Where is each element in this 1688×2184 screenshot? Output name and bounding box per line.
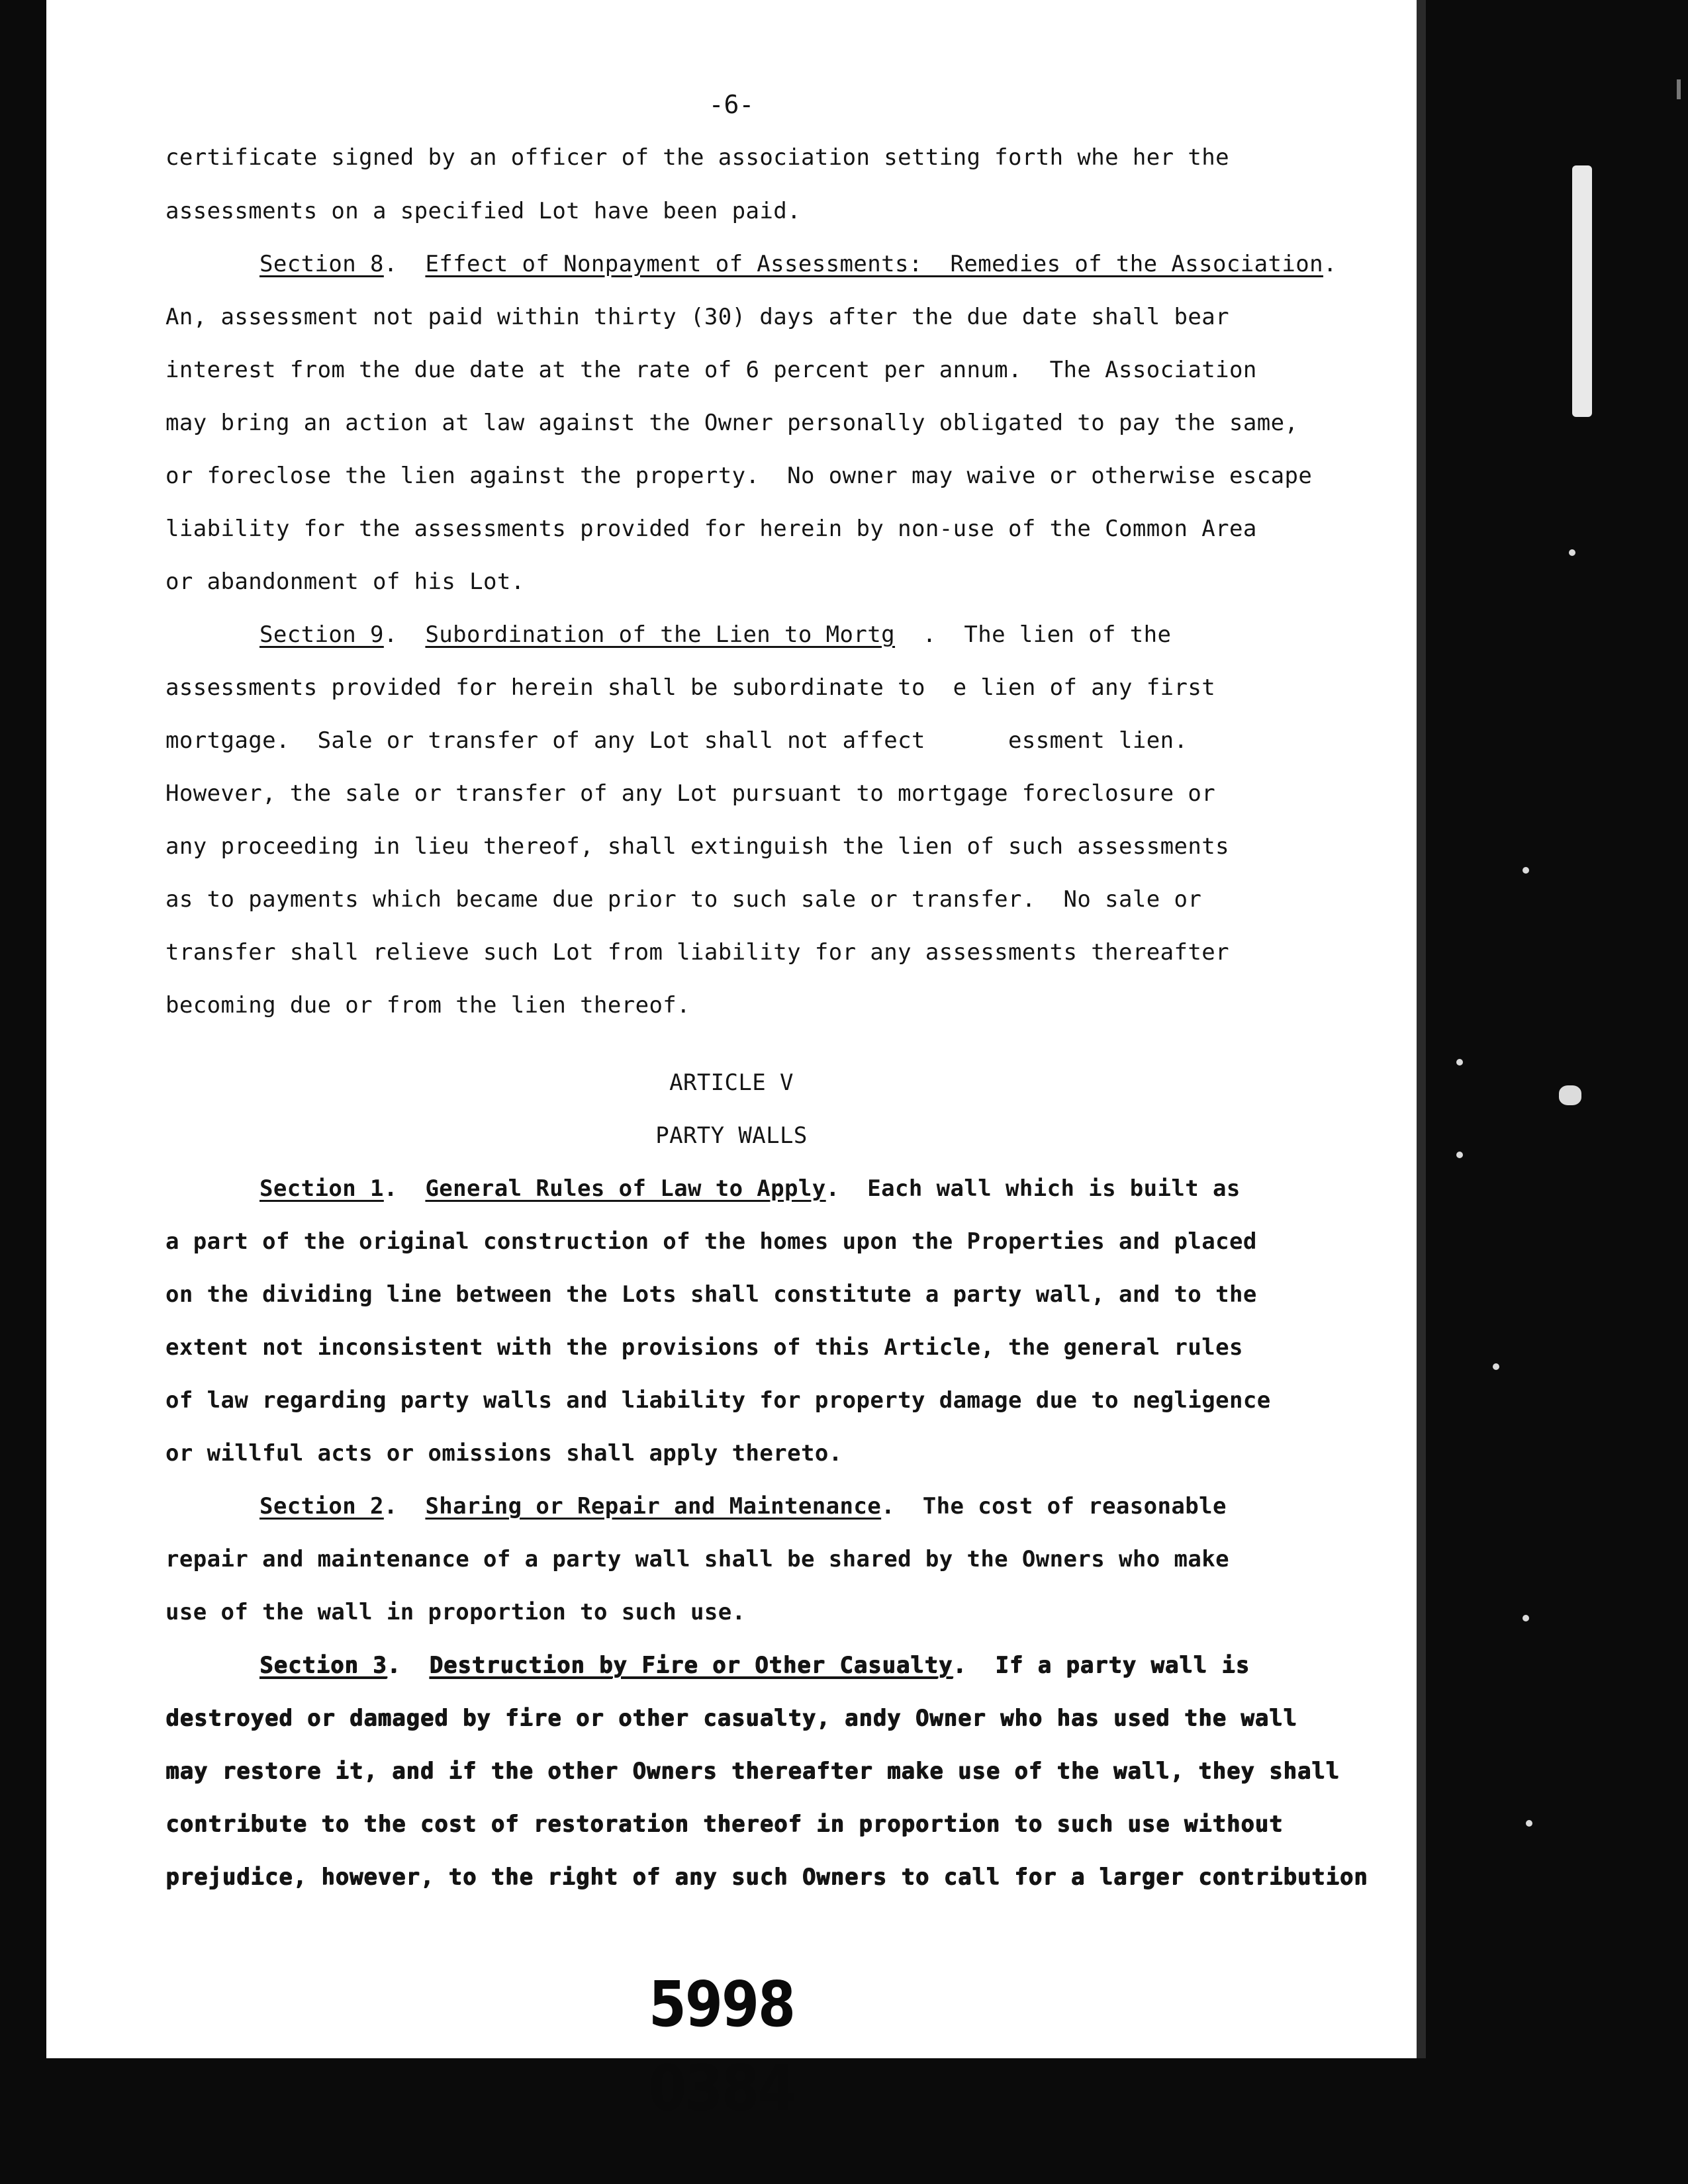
scan-border-left [0,0,46,2184]
text-line: However, the sale or transfer of any Lot pursuant to mortgage foreclosure or [165,780,1216,807]
text-line: or foreclose the lien against the property. No owner may waive or otherwise escape [165,463,1313,489]
section-number: Section 3 [259,1652,387,1678]
article-5-section-1-heading [259,1173,1385,1204]
text-line: repair and maintenance of a party wall shall be shared by the Owners who make [165,1546,1229,1572]
text-line: mortgage. Sale or transfer of any Lot shall not affect essment lien. [165,727,1188,754]
section-8-heading [259,249,1385,279]
scan-speck [1456,1152,1463,1158]
section-title: Sharing or Repair and Maintenance [425,1493,882,1520]
page-number: -6- [708,90,755,119]
margin-mark [1677,79,1681,99]
section-lead: . The cost of reasonable [881,1493,1227,1520]
article-subtitle: PARTY WALLS [655,1122,808,1149]
section-title: Subordination of the Lien to Mortg [425,621,896,648]
text-line: extent not inconsistent with the provisions of this Article, the general rules [165,1334,1243,1361]
text-line: of law regarding party walls and liability for property damage due to negligence [165,1387,1271,1414]
section-title: General Rules of Law to Apply [425,1175,826,1202]
section-separator: . [383,1493,426,1520]
scan-speck [1569,549,1575,556]
text-line: contribute to the cost of restoration thereof in proportion to such use without [165,1811,1284,1837]
section-separator: . [387,1652,430,1678]
section-separator: . [383,621,426,648]
article-5-section-3-heading [259,1650,1385,1680]
scan-speck [1523,867,1529,874]
scan-speck [1456,1059,1463,1066]
text-line: certificate signed by an officer of the association setting forth whe her the [165,144,1229,171]
section-number: Section 1 [259,1175,384,1202]
text-line: any proceeding in lieu thereof, shall extinguish the lien of such assessments [165,833,1229,860]
text-line: assessments provided for herein shall be subordinate to e lien of any first [165,674,1216,701]
section-title: Destruction by Fire or Other Casualty [429,1652,953,1678]
section-separator: . [383,1175,426,1202]
article-5-section-2-heading [259,1491,1385,1522]
text-line: or abandonment of his Lot. [165,569,525,595]
text-line: a part of the original construction of the homes upon the Properties and placed [165,1228,1257,1255]
scan-speck [1493,1363,1499,1370]
binder-clip [1572,165,1592,417]
text-line: interest from the due date at the rate of 6 percent per annum. The Association [165,357,1257,383]
section-separator: . [383,251,426,277]
section-lead: . If a party wall is [953,1652,1250,1678]
text-line: assessments on a specified Lot have been paid. [165,198,802,224]
text-line: as to payments which became due prior to such sale or transfer. No sale or [165,886,1202,913]
text-line: on the dividing line between the Lots shall constitute a party wall, and to the [165,1281,1257,1308]
section-number: Section 8 [259,251,384,277]
scan-speck [1559,1085,1581,1105]
scan-edge-strip [1417,0,1426,2184]
section-lead: . Each wall which is built as [825,1175,1241,1202]
section-number: Section 2 [259,1493,384,1520]
section-lead: . [1323,251,1337,277]
text-line: may bring an action at law against the Owner personally obligated to pay the same, [165,410,1299,436]
text-line: use of the wall in proportion to such use. [165,1599,746,1625]
text-line: liability for the assessments provided for herein by non-use of the Common Area [165,516,1257,542]
text-line: or willful acts or omissions shall apply thereto. [165,1440,843,1467]
text-line: prejudice, however, to the right of any such Owners to call for a larger contribution [165,1864,1368,1890]
scan-speck [1526,1820,1532,1827]
text-line: becoming due or from the lien thereof. [165,992,691,1019]
section-lead: . The lien of the [895,621,1172,648]
text-line: transfer shall relieve such Lot from liability for any assessments thereafter [165,939,1229,966]
scan-border-right [1417,0,1688,2184]
recording-stamp: 5998 0384 [648,1968,795,2125]
article-title: ARTICLE V [669,1069,794,1096]
section-9-heading [259,619,1385,650]
text-line: destroyed or damaged by fire or other casualty, andy Owner who has used the wall [165,1705,1297,1731]
scan-border-bottom [0,2058,1688,2184]
document-page [46,0,1417,2125]
text-line: may restore it, and if the other Owners thereafter make use of the wall, they shall [165,1758,1340,1784]
section-number: Section 9 [259,621,384,648]
scan-speck [1523,1615,1529,1621]
text-line: An, assessment not paid within thirty (30) days after the due date shall bear [165,304,1229,330]
section-title: Effect of Nonpayment of Assessments: Remedies of the Association [425,251,1323,277]
